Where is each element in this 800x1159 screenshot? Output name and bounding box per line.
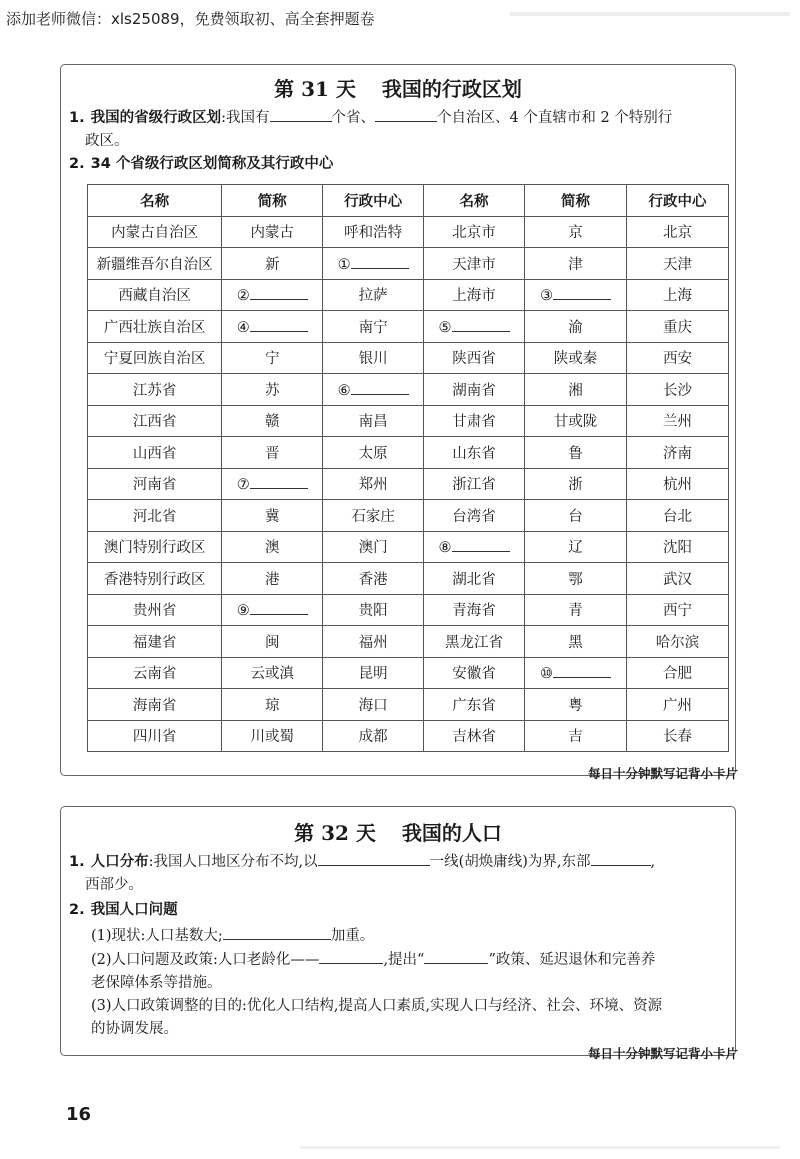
q2-number: 2. [69, 156, 85, 172]
cell-text: 甘肃省 [452, 414, 496, 431]
cell-text: 江西省 [132, 414, 177, 431]
cell-text: 重庆 [662, 319, 692, 336]
table-row [88, 720, 729, 752]
table-cell [424, 405, 525, 437]
q1-text-4: 政区。 [85, 133, 129, 149]
table-cell [626, 279, 728, 311]
table-cell [323, 468, 424, 500]
table-cell [222, 500, 323, 532]
table-cell [424, 374, 525, 406]
cell-text: 宁 [264, 351, 280, 368]
card2-question-1 [69, 849, 727, 897]
answer-blank[interactable] [250, 474, 308, 489]
card2-footer-tag: 每日十分钟默写记背小卡片 [587, 1046, 738, 1061]
table-cell [222, 248, 323, 280]
table-row [88, 311, 729, 343]
cell-text: 晋 [264, 445, 280, 462]
cell-text: 昆明 [358, 666, 388, 683]
q2-heading: 我国人口问题 [90, 902, 178, 918]
answer-blank[interactable] [223, 923, 331, 940]
answer-blank[interactable] [318, 849, 430, 866]
table-cell [88, 437, 222, 469]
card1-title-text: 我国的行政区划 [381, 77, 522, 101]
table-cell [323, 405, 424, 437]
table-cell [626, 311, 728, 343]
table-cell [323, 531, 424, 563]
blank-marker: ① [337, 256, 351, 273]
cell-text: 太原 [358, 445, 388, 462]
cell-text: 河北省 [132, 508, 177, 525]
table-cell [525, 626, 627, 658]
table-cell [323, 311, 424, 343]
table-cell [525, 311, 627, 343]
table-cell [626, 405, 728, 437]
table-cell [525, 342, 627, 374]
cell-text: 渝 [568, 319, 583, 336]
table-cell [525, 500, 627, 532]
cell-text: 京 [568, 225, 583, 242]
fill-in-cell[interactable] [424, 311, 525, 343]
table-header-row [88, 185, 729, 217]
table-row [88, 689, 729, 721]
table-cell [88, 500, 222, 532]
table-cell [525, 720, 627, 752]
q1-text-3: 个自治区、4 个直辖市和 2 个特别行 [437, 110, 673, 126]
table-cell [424, 500, 525, 532]
answer-blank[interactable] [553, 285, 611, 300]
cell-text: 黑 [568, 634, 583, 651]
table-cell [525, 594, 627, 626]
table-row [88, 342, 729, 374]
fill-in-cell[interactable] [222, 468, 323, 500]
table-row [88, 279, 729, 311]
answer-blank[interactable] [319, 947, 383, 964]
card2-sub-2 [91, 947, 727, 995]
table-cell [323, 216, 424, 248]
table-cell [222, 563, 323, 595]
fill-in-cell[interactable] [222, 594, 323, 626]
cell-text: 兰州 [662, 414, 692, 431]
sub1-text-1: (1)现状:人口基数大; [91, 928, 223, 944]
q1-text-1: :我国人口地区分布不均,以 [148, 854, 318, 870]
cell-text: 合肥 [662, 666, 692, 683]
table-cell [222, 657, 323, 689]
table-row [88, 500, 729, 532]
cell-text: 新 [264, 256, 280, 273]
table-cell [323, 563, 424, 595]
table-row [88, 531, 729, 563]
table-cell [525, 437, 627, 469]
table-cell [323, 594, 424, 626]
cell-text: 湖北省 [452, 571, 496, 588]
cell-text: 新疆维吾尔自治区 [96, 256, 213, 273]
cell-text: 贵州省 [132, 603, 177, 620]
table-cell [626, 689, 728, 721]
table-cell [88, 468, 222, 500]
q1-text-2: 一线(胡焕庸线)为界,东部 [429, 854, 591, 870]
cell-text: 川或蜀 [250, 729, 294, 746]
table-row [88, 468, 729, 500]
table-row [88, 594, 729, 626]
fill-in-cell[interactable] [323, 248, 424, 280]
table-cell [88, 563, 222, 595]
card2-title-text: 我国的人口 [401, 821, 502, 845]
table-row [88, 248, 729, 280]
cell-text: 浙 [568, 477, 583, 494]
cell-text: 武汉 [662, 571, 692, 588]
cell-text: 广西壮族自治区 [103, 319, 206, 336]
table-cell [323, 279, 424, 311]
table-cell [626, 216, 728, 248]
blank-marker: ④ [236, 319, 250, 336]
q1-text-1: :我国有 [221, 110, 270, 126]
table-cell [424, 689, 525, 721]
table-cell [424, 279, 525, 311]
blank-marker: ② [236, 288, 250, 305]
cell-text: 上海 [662, 288, 692, 305]
column-header: 简称 [525, 185, 627, 217]
cell-text: 郑州 [358, 477, 388, 494]
cell-text: 山东省 [452, 445, 496, 462]
cell-text: 南宁 [358, 319, 388, 336]
table-cell [424, 594, 525, 626]
watermark-text: 添加老师微信：xls25089，免费领取初、高全套押题卷 [6, 10, 375, 28]
blank-marker: ⑥ [337, 382, 351, 399]
answer-blank[interactable] [250, 317, 308, 332]
table-cell [424, 563, 525, 595]
blank-marker: ⑨ [236, 603, 250, 620]
table-cell [525, 531, 627, 563]
cell-text: 西安 [662, 351, 692, 368]
answer-blank[interactable] [553, 663, 611, 678]
cell-text: 青海省 [452, 603, 496, 620]
answer-blank[interactable] [270, 105, 332, 122]
q1-text-2: 个省、 [331, 110, 375, 126]
table-row [88, 437, 729, 469]
column-header: 名称 [88, 185, 222, 217]
table-cell [626, 374, 728, 406]
cell-text: 拉萨 [358, 288, 388, 305]
table-cell [424, 248, 525, 280]
cell-text: 海口 [358, 697, 388, 714]
q2-heading: 34 个省级行政区划简称及其行政中心 [90, 156, 334, 172]
sub2-text-4: 老保障体系等措施。 [91, 975, 222, 991]
cell-text: 长沙 [662, 382, 692, 399]
cell-text: 鲁 [568, 445, 583, 462]
cell-text: 湖南省 [452, 382, 496, 399]
cell-text: 天津 [662, 256, 692, 273]
blank-marker: ⑧ [438, 540, 452, 557]
cell-text: 山西省 [132, 445, 177, 462]
cell-text: 台湾省 [452, 508, 496, 525]
table-cell [88, 594, 222, 626]
table-cell [88, 405, 222, 437]
cell-text: 港 [264, 571, 280, 588]
cell-text: 黑龙江省 [445, 634, 504, 651]
card1-footer-tag: 每日十分钟默写记背小卡片 [587, 766, 738, 781]
table-cell [222, 531, 323, 563]
answer-blank[interactable] [250, 285, 308, 300]
fill-in-cell[interactable] [222, 311, 323, 343]
cell-text: 津 [568, 256, 583, 273]
table-cell [323, 720, 424, 752]
answer-blank[interactable] [452, 537, 510, 552]
card-day-32 [60, 806, 736, 1056]
table-cell [626, 468, 728, 500]
table-cell [88, 720, 222, 752]
table-cell [626, 342, 728, 374]
blank-marker: ⑤ [438, 319, 452, 336]
table-cell [88, 311, 222, 343]
table-body [88, 216, 729, 752]
fill-in-cell[interactable] [525, 657, 627, 689]
table-cell [525, 563, 627, 595]
cell-text: 台 [568, 508, 583, 525]
answer-blank[interactable] [424, 947, 488, 964]
cell-text: 甘或陇 [553, 414, 598, 431]
card1-question-1 [69, 105, 727, 153]
top-decor-line [510, 12, 790, 16]
cell-text: 闽 [264, 634, 280, 651]
cell-text: 澳 [264, 540, 280, 557]
table-cell [222, 405, 323, 437]
answer-blank[interactable] [351, 380, 409, 395]
cell-text: 云或滇 [250, 666, 294, 683]
q1-text-4: 西部少。 [85, 877, 143, 893]
table-cell [222, 689, 323, 721]
cell-text: 辽 [568, 540, 583, 557]
column-header: 简称 [222, 185, 323, 217]
cell-text: 内蒙古自治区 [111, 225, 199, 242]
answer-blank[interactable] [351, 254, 409, 269]
table-row [88, 657, 729, 689]
cell-text: 安徽省 [452, 666, 496, 683]
table-row [88, 626, 729, 658]
table-row [88, 374, 729, 406]
cell-text: 西藏自治区 [118, 288, 191, 305]
answer-blank[interactable] [375, 105, 437, 122]
table-cell [88, 248, 222, 280]
cell-text: 香港特别行政区 [103, 571, 206, 588]
cell-text: 内蒙古 [250, 225, 294, 242]
cell-text: 苏 [264, 382, 280, 399]
table-cell [222, 342, 323, 374]
table-cell [222, 216, 323, 248]
q1-number: 1. [69, 854, 85, 870]
cell-text: 香港 [358, 571, 388, 588]
table-cell [323, 626, 424, 658]
table-cell [626, 626, 728, 658]
cell-text: 沈阳 [662, 540, 692, 557]
table-cell [323, 657, 424, 689]
cell-text: 粤 [568, 697, 583, 714]
cell-text: 宁夏回族自治区 [103, 351, 206, 368]
cell-text: 贵阳 [358, 603, 388, 620]
cell-text: 吉林省 [452, 729, 496, 746]
cell-text: 陕西省 [452, 351, 496, 368]
fill-in-cell[interactable] [323, 374, 424, 406]
q2-number: 2. [69, 902, 85, 918]
cell-text: 哈尔滨 [655, 634, 700, 651]
q1-heading: 人口分布 [90, 854, 149, 870]
card-day-31 [60, 64, 736, 776]
cell-text: 湘 [568, 382, 583, 399]
answer-blank[interactable] [250, 600, 308, 615]
cell-text: 青 [568, 603, 583, 620]
table-cell [424, 342, 525, 374]
table-cell [424, 657, 525, 689]
table-cell [626, 248, 728, 280]
column-header: 名称 [424, 185, 525, 217]
sub1-text-2: 加重。 [330, 928, 375, 944]
cell-text: 浙江省 [452, 477, 496, 494]
table-cell [88, 216, 222, 248]
cell-text: 西宁 [662, 603, 692, 620]
table-cell [88, 657, 222, 689]
cell-text: 济南 [662, 445, 692, 462]
table-cell [626, 563, 728, 595]
cell-text: 北京 [662, 225, 692, 242]
blank-marker: ③ [539, 288, 553, 305]
table-cell [88, 374, 222, 406]
table-cell [323, 437, 424, 469]
cell-text: 天津市 [452, 256, 496, 273]
bottom-decor-line [300, 1146, 780, 1149]
column-header: 行政中心 [323, 185, 424, 217]
table-cell [525, 468, 627, 500]
q1-text-3: , [650, 854, 656, 870]
table-cell [626, 437, 728, 469]
fill-in-cell[interactable] [222, 279, 323, 311]
fill-in-cell[interactable] [424, 531, 525, 563]
table-row [88, 563, 729, 595]
card2-question-2 [69, 899, 727, 922]
q1-heading: 我国的省级行政区划 [90, 110, 222, 126]
cell-text: 江苏省 [132, 382, 177, 399]
table-cell [88, 531, 222, 563]
table-cell [626, 500, 728, 532]
table-cell [88, 279, 222, 311]
cell-text: 澳门特别行政区 [103, 540, 206, 557]
table-cell [222, 626, 323, 658]
table-cell [626, 594, 728, 626]
fill-in-cell[interactable] [525, 279, 627, 311]
cell-text: 冀 [264, 508, 280, 525]
table-cell [525, 689, 627, 721]
table-cell [323, 500, 424, 532]
sub3-text-2: 的协调发展。 [91, 1021, 178, 1037]
table-cell [525, 216, 627, 248]
column-header: 行政中心 [626, 185, 728, 217]
cell-text: 广东省 [452, 697, 496, 714]
table-cell [626, 657, 728, 689]
table-cell [525, 374, 627, 406]
table-cell [424, 720, 525, 752]
table-cell [525, 248, 627, 280]
card1-question-2 [69, 153, 727, 176]
cell-text: 陕或秦 [553, 351, 598, 368]
table-cell [88, 342, 222, 374]
blank-marker: ⑦ [236, 477, 250, 494]
card1-day: 第 31 天 [274, 77, 356, 101]
q1-number: 1. [69, 110, 85, 126]
cell-text: 石家庄 [351, 508, 395, 525]
cell-text: 福建省 [132, 634, 177, 651]
table-cell [424, 216, 525, 248]
cell-text: 台北 [662, 508, 692, 525]
table-cell [88, 626, 222, 658]
blank-marker: ⑩ [539, 666, 553, 683]
cell-text: 福州 [358, 634, 388, 651]
table-cell [222, 437, 323, 469]
sub2-text-2: ,提出“ [383, 952, 425, 968]
answer-blank[interactable] [591, 849, 651, 866]
table-cell [424, 468, 525, 500]
cell-text: 云南省 [132, 666, 177, 683]
province-table [87, 184, 729, 752]
card1-title [61, 73, 735, 102]
sub3-text-1: (3)人口政策调整的目的:优化人口结构,提高人口素质,实现人口与经济、社会、环境、资源 [91, 998, 663, 1014]
card2-sub-1 [91, 923, 727, 948]
cell-text: 赣 [264, 414, 280, 431]
cell-text: 杭州 [662, 477, 692, 494]
cell-text: 银川 [358, 351, 388, 368]
card2-day: 第 32 天 [294, 821, 376, 845]
card2-sub-3 [91, 995, 727, 1041]
cell-text: 长春 [662, 729, 692, 746]
cell-text: 南昌 [358, 414, 388, 431]
table-cell [424, 626, 525, 658]
cell-text: 呼和浩特 [344, 225, 403, 242]
cell-text: 鄂 [568, 571, 583, 588]
cell-text: 澳门 [358, 540, 388, 557]
table-cell [222, 374, 323, 406]
cell-text: 上海市 [452, 288, 496, 305]
answer-blank[interactable] [452, 317, 510, 332]
table-row [88, 405, 729, 437]
cell-text: 成都 [358, 729, 388, 746]
cell-text: 广州 [662, 697, 692, 714]
cell-text: 四川省 [132, 729, 177, 746]
card2-title [61, 817, 735, 846]
table-row [88, 216, 729, 248]
cell-text: 海南省 [132, 697, 177, 714]
table-cell [424, 437, 525, 469]
table-cell [626, 531, 728, 563]
cell-text: 琼 [264, 697, 280, 714]
table-cell [88, 689, 222, 721]
cell-text: 河南省 [132, 477, 177, 494]
sub2-text-3: ”政策、延迟退休和完善养 [488, 952, 656, 968]
table-cell [525, 405, 627, 437]
table-cell [222, 720, 323, 752]
page-number: 16 [66, 1104, 92, 1125]
table-cell [323, 342, 424, 374]
table-cell [323, 689, 424, 721]
sub2-text-1: (2)人口问题及政策:人口老龄化—— [91, 952, 320, 968]
table-cell [626, 720, 728, 752]
cell-text: 北京市 [452, 225, 496, 242]
cell-text: 吉 [568, 729, 583, 746]
